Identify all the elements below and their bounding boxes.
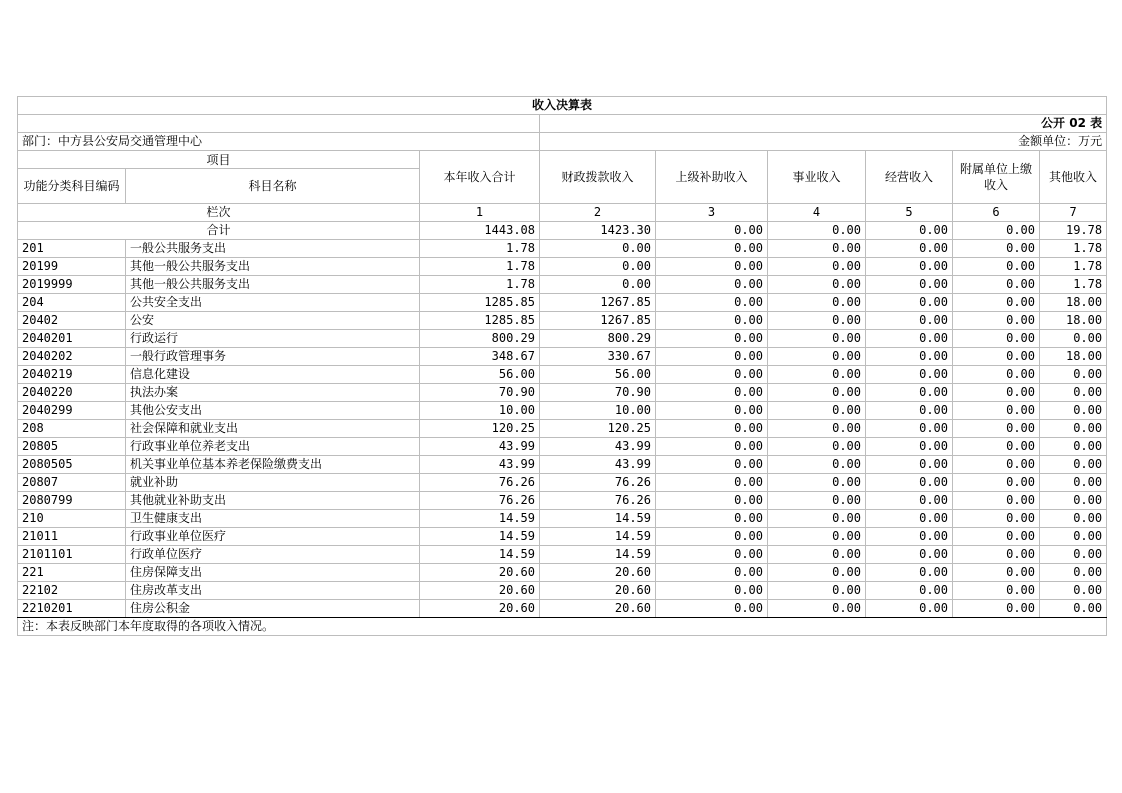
amount-cell: 0.00	[1040, 366, 1107, 384]
amount-cell: 0.00	[656, 258, 768, 276]
amount-cell: 0.00	[866, 510, 953, 528]
amount-cell: 76.26	[420, 492, 540, 510]
amount-cell: 20.60	[420, 582, 540, 600]
amount-cell: 0.00	[1040, 384, 1107, 402]
amount-cell: 0.00	[1040, 402, 1107, 420]
amount-cell: 0.00	[953, 528, 1040, 546]
subject-name-cell: 一般公共服务支出	[126, 240, 420, 258]
function-code-cell: 21011	[18, 528, 126, 546]
amount-cell: 1267.85	[540, 312, 656, 330]
function-code-cell: 2040202	[18, 348, 126, 366]
amount-cell: 70.90	[420, 384, 540, 402]
subject-name-cell: 行政事业单位养老支出	[126, 438, 420, 456]
amount-cell: 0.00	[866, 348, 953, 366]
table-row	[18, 492, 1107, 510]
amount-cell: 0.00	[866, 600, 953, 618]
amount-cell: 0.00	[1040, 438, 1107, 456]
subject-name-cell: 行政单位医疗	[126, 546, 420, 564]
amount-cell: 0.00	[656, 312, 768, 330]
amount-cell: 0.00	[768, 402, 866, 420]
amount-cell: 0.00	[1040, 510, 1107, 528]
amount-cell: 0.00	[656, 492, 768, 510]
amount-cell: 0.00	[866, 240, 953, 258]
total-label: 合计	[18, 222, 420, 240]
function-code-cell: 201	[18, 240, 126, 258]
header-fiscal-income: 财政拨款收入	[540, 151, 656, 204]
amount-cell: 1.78	[420, 258, 540, 276]
function-code-cell: 20199	[18, 258, 126, 276]
header-operating-income: 经营收入	[866, 151, 953, 204]
column-label: 栏次	[18, 204, 420, 222]
table-row	[18, 474, 1107, 492]
header-superior-subsidy: 上级补助收入	[656, 151, 768, 204]
amount-cell: 0.00	[953, 510, 1040, 528]
header-subject-name: 科目名称	[126, 169, 420, 204]
amount-cell: 14.59	[420, 528, 540, 546]
function-code-cell: 2019999	[18, 276, 126, 294]
total-value: 0.00	[768, 222, 866, 240]
amount-cell: 0.00	[656, 384, 768, 402]
amount-cell: 120.25	[540, 420, 656, 438]
subject-name-cell: 其他就业补助支出	[126, 492, 420, 510]
amount-cell: 0.00	[953, 492, 1040, 510]
table-row	[18, 564, 1107, 582]
table-note: 注：本表反映部门本年度取得的各项收入情况。	[18, 618, 1107, 636]
function-code-cell: 2080505	[18, 456, 126, 474]
function-code-cell: 2210201	[18, 600, 126, 618]
header-function-code: 功能分类科目编码	[18, 169, 126, 204]
amount-cell: 0.00	[768, 276, 866, 294]
column-number: 7	[1040, 204, 1107, 222]
amount-cell: 0.00	[1040, 492, 1107, 510]
amount-cell: 0.00	[540, 240, 656, 258]
table-row	[18, 582, 1107, 600]
amount-cell: 0.00	[953, 420, 1040, 438]
amount-cell: 0.00	[953, 456, 1040, 474]
amount-cell: 0.00	[540, 276, 656, 294]
table-row	[18, 546, 1107, 564]
amount-cell: 20.60	[540, 582, 656, 600]
amount-cell: 0.00	[768, 456, 866, 474]
amount-cell: 18.00	[1040, 294, 1107, 312]
amount-cell: 76.26	[540, 474, 656, 492]
subject-name-cell: 住房改革支出	[126, 582, 420, 600]
amount-cell: 0.00	[953, 402, 1040, 420]
amount-cell: 0.00	[1040, 546, 1107, 564]
amount-cell: 0.00	[1040, 528, 1107, 546]
subject-name-cell: 行政运行	[126, 330, 420, 348]
amount-cell: 0.00	[768, 330, 866, 348]
amount-cell: 0.00	[1040, 474, 1107, 492]
amount-cell: 1.78	[1040, 258, 1107, 276]
amount-cell: 0.00	[768, 474, 866, 492]
amount-cell: 0.00	[768, 240, 866, 258]
amount-cell: 1.78	[1040, 240, 1107, 258]
function-code-cell: 2040299	[18, 402, 126, 420]
function-code-cell: 210	[18, 510, 126, 528]
amount-cell: 1.78	[420, 240, 540, 258]
table-row	[18, 366, 1107, 384]
column-number: 1	[420, 204, 540, 222]
amount-cell: 0.00	[953, 564, 1040, 582]
column-number: 2	[540, 204, 656, 222]
department-name: 部门：中方县公安局交通管理中心	[18, 133, 540, 151]
amount-cell: 0.00	[768, 258, 866, 276]
amount-cell: 0.00	[866, 276, 953, 294]
amount-cell: 0.00	[656, 240, 768, 258]
amount-cell: 0.00	[953, 348, 1040, 366]
department-row	[18, 133, 1107, 151]
total-value: 0.00	[953, 222, 1040, 240]
amount-cell: 0.00	[866, 402, 953, 420]
subject-name-cell: 公安	[126, 312, 420, 330]
amount-cell: 348.67	[420, 348, 540, 366]
subject-name-cell: 机关事业单位基本养老保险缴费支出	[126, 456, 420, 474]
subject-name-cell: 其他一般公共服务支出	[126, 258, 420, 276]
amount-cell: 10.00	[420, 402, 540, 420]
amount-cell: 20.60	[420, 600, 540, 618]
amount-cell: 330.67	[540, 348, 656, 366]
function-code-cell: 2040201	[18, 330, 126, 348]
table-row	[18, 384, 1107, 402]
amount-cell: 56.00	[420, 366, 540, 384]
total-row	[18, 222, 1107, 240]
header-row-1	[18, 151, 1107, 169]
amount-cell: 0.00	[866, 582, 953, 600]
table-title: 收入决算表	[18, 97, 1107, 115]
header-other-income: 其他收入	[1040, 151, 1107, 204]
amount-cell: 0.00	[656, 402, 768, 420]
subject-name-cell: 卫生健康支出	[126, 510, 420, 528]
title-row	[18, 97, 1107, 115]
subject-name-cell: 信息化建设	[126, 366, 420, 384]
note-row	[18, 618, 1107, 636]
table-row	[18, 258, 1107, 276]
table-row	[18, 330, 1107, 348]
amount-cell: 0.00	[1040, 456, 1107, 474]
table-row	[18, 312, 1107, 330]
column-number: 3	[656, 204, 768, 222]
amount-cell: 56.00	[540, 366, 656, 384]
table-row	[18, 348, 1107, 366]
amount-cell: 43.99	[540, 438, 656, 456]
amount-cell: 0.00	[768, 312, 866, 330]
amount-cell: 14.59	[420, 510, 540, 528]
amount-cell: 0.00	[656, 294, 768, 312]
amount-cell: 1285.85	[420, 294, 540, 312]
amount-cell: 0.00	[953, 312, 1040, 330]
amount-cell: 0.00	[656, 438, 768, 456]
table-row	[18, 510, 1107, 528]
total-value: 1423.30	[540, 222, 656, 240]
amount-cell: 14.59	[540, 510, 656, 528]
subject-name-cell: 住房保障支出	[126, 564, 420, 582]
subject-name-cell: 一般行政管理事务	[126, 348, 420, 366]
amount-cell: 0.00	[866, 258, 953, 276]
amount-cell: 0.00	[656, 510, 768, 528]
amount-cell: 20.60	[540, 600, 656, 618]
amount-cell: 0.00	[953, 366, 1040, 384]
amount-cell: 0.00	[866, 546, 953, 564]
header-total-income: 本年收入合计	[420, 151, 540, 204]
amount-cell: 18.00	[1040, 348, 1107, 366]
amount-cell: 76.26	[540, 492, 656, 510]
total-value: 0.00	[866, 222, 953, 240]
function-code-cell: 2040220	[18, 384, 126, 402]
amount-cell: 1267.85	[540, 294, 656, 312]
amount-cell: 0.00	[656, 474, 768, 492]
amount-cell: 0.00	[953, 276, 1040, 294]
subject-name-cell: 公共安全支出	[126, 294, 420, 312]
subject-name-cell: 行政事业单位医疗	[126, 528, 420, 546]
amount-cell: 0.00	[768, 294, 866, 312]
amount-cell: 20.60	[540, 564, 656, 582]
amount-cell: 0.00	[768, 366, 866, 384]
amount-cell: 0.00	[768, 348, 866, 366]
amount-cell: 800.29	[420, 330, 540, 348]
blank-cell	[18, 115, 540, 133]
amount-cell: 20.60	[420, 564, 540, 582]
amount-cell: 0.00	[768, 582, 866, 600]
amount-cell: 0.00	[656, 600, 768, 618]
total-value: 19.78	[1040, 222, 1107, 240]
column-number: 5	[866, 204, 953, 222]
amount-cell: 0.00	[953, 600, 1040, 618]
amount-cell: 14.59	[540, 546, 656, 564]
amount-cell: 0.00	[953, 240, 1040, 258]
subject-name-cell: 社会保障和就业支出	[126, 420, 420, 438]
amount-unit: 金额单位：万元	[540, 133, 1107, 151]
amount-cell: 0.00	[768, 528, 866, 546]
amount-cell: 0.00	[953, 582, 1040, 600]
function-code-cell: 2101101	[18, 546, 126, 564]
amount-cell: 0.00	[953, 294, 1040, 312]
header-business-income: 事业收入	[768, 151, 866, 204]
column-number-row	[18, 204, 1107, 222]
amount-cell: 0.00	[866, 330, 953, 348]
amount-cell: 76.26	[420, 474, 540, 492]
table-row	[18, 276, 1107, 294]
amount-cell: 0.00	[866, 420, 953, 438]
function-code-cell: 20402	[18, 312, 126, 330]
amount-cell: 1.78	[1040, 276, 1107, 294]
amount-cell: 0.00	[866, 492, 953, 510]
amount-cell: 0.00	[768, 564, 866, 582]
amount-cell: 1285.85	[420, 312, 540, 330]
function-code-cell: 2080799	[18, 492, 126, 510]
table-row	[18, 294, 1107, 312]
amount-cell: 70.90	[540, 384, 656, 402]
amount-cell: 0.00	[656, 330, 768, 348]
total-value: 1443.08	[420, 222, 540, 240]
amount-cell: 800.29	[540, 330, 656, 348]
subject-name-cell: 就业补助	[126, 474, 420, 492]
amount-cell: 0.00	[1040, 582, 1107, 600]
subject-name-cell: 执法办案	[126, 384, 420, 402]
table-row	[18, 528, 1107, 546]
amount-cell: 43.99	[540, 456, 656, 474]
amount-cell: 0.00	[656, 348, 768, 366]
amount-cell: 0.00	[953, 258, 1040, 276]
amount-cell: 0.00	[866, 438, 953, 456]
amount-cell: 0.00	[1040, 564, 1107, 582]
function-code-cell: 204	[18, 294, 126, 312]
amount-cell: 0.00	[768, 492, 866, 510]
amount-cell: 0.00	[1040, 600, 1107, 618]
amount-cell: 0.00	[540, 258, 656, 276]
column-number: 6	[953, 204, 1040, 222]
header-affiliated-income: 附属单位上缴收入	[953, 151, 1040, 204]
amount-cell: 14.59	[540, 528, 656, 546]
amount-cell: 0.00	[866, 564, 953, 582]
table-row	[18, 402, 1107, 420]
function-code-cell: 221	[18, 564, 126, 582]
amount-cell: 0.00	[866, 456, 953, 474]
amount-cell: 0.00	[1040, 330, 1107, 348]
amount-cell: 0.00	[768, 384, 866, 402]
amount-cell: 0.00	[953, 330, 1040, 348]
function-code-cell: 2040219	[18, 366, 126, 384]
amount-cell: 0.00	[866, 366, 953, 384]
form-number-row	[18, 115, 1107, 133]
subject-name-cell: 其他一般公共服务支出	[126, 276, 420, 294]
amount-cell: 0.00	[768, 600, 866, 618]
amount-cell: 0.00	[953, 438, 1040, 456]
column-number: 4	[768, 204, 866, 222]
amount-cell: 14.59	[420, 546, 540, 564]
amount-cell: 0.00	[768, 546, 866, 564]
amount-cell: 0.00	[768, 420, 866, 438]
amount-cell: 1.78	[420, 276, 540, 294]
amount-cell: 0.00	[656, 276, 768, 294]
table-row	[18, 456, 1107, 474]
subject-name-cell: 住房公积金	[126, 600, 420, 618]
amount-cell: 0.00	[953, 474, 1040, 492]
amount-cell: 43.99	[420, 438, 540, 456]
table-row	[18, 240, 1107, 258]
amount-cell: 18.00	[1040, 312, 1107, 330]
function-code-cell: 22102	[18, 582, 126, 600]
function-code-cell: 20805	[18, 438, 126, 456]
header-project: 项目	[18, 151, 420, 169]
amount-cell: 0.00	[656, 528, 768, 546]
amount-cell: 43.99	[420, 456, 540, 474]
amount-cell: 0.00	[953, 546, 1040, 564]
amount-cell: 0.00	[1040, 420, 1107, 438]
amount-cell: 0.00	[656, 456, 768, 474]
table-row	[18, 420, 1107, 438]
table-row	[18, 600, 1107, 618]
table-row	[18, 438, 1107, 456]
function-code-cell: 208	[18, 420, 126, 438]
form-number: 公开 02 表	[540, 115, 1107, 133]
amount-cell: 0.00	[656, 420, 768, 438]
amount-cell: 0.00	[656, 546, 768, 564]
amount-cell: 0.00	[866, 312, 953, 330]
income-final-accounts-table	[17, 96, 1107, 636]
function-code-cell: 20807	[18, 474, 126, 492]
amount-cell: 0.00	[866, 294, 953, 312]
amount-cell: 0.00	[656, 564, 768, 582]
amount-cell: 0.00	[866, 528, 953, 546]
amount-cell: 0.00	[656, 582, 768, 600]
amount-cell: 0.00	[768, 510, 866, 528]
amount-cell: 0.00	[953, 384, 1040, 402]
amount-cell: 120.25	[420, 420, 540, 438]
amount-cell: 0.00	[866, 384, 953, 402]
amount-cell: 0.00	[768, 438, 866, 456]
amount-cell: 0.00	[656, 366, 768, 384]
total-value: 0.00	[656, 222, 768, 240]
subject-name-cell: 其他公安支出	[126, 402, 420, 420]
amount-cell: 0.00	[866, 474, 953, 492]
amount-cell: 10.00	[540, 402, 656, 420]
